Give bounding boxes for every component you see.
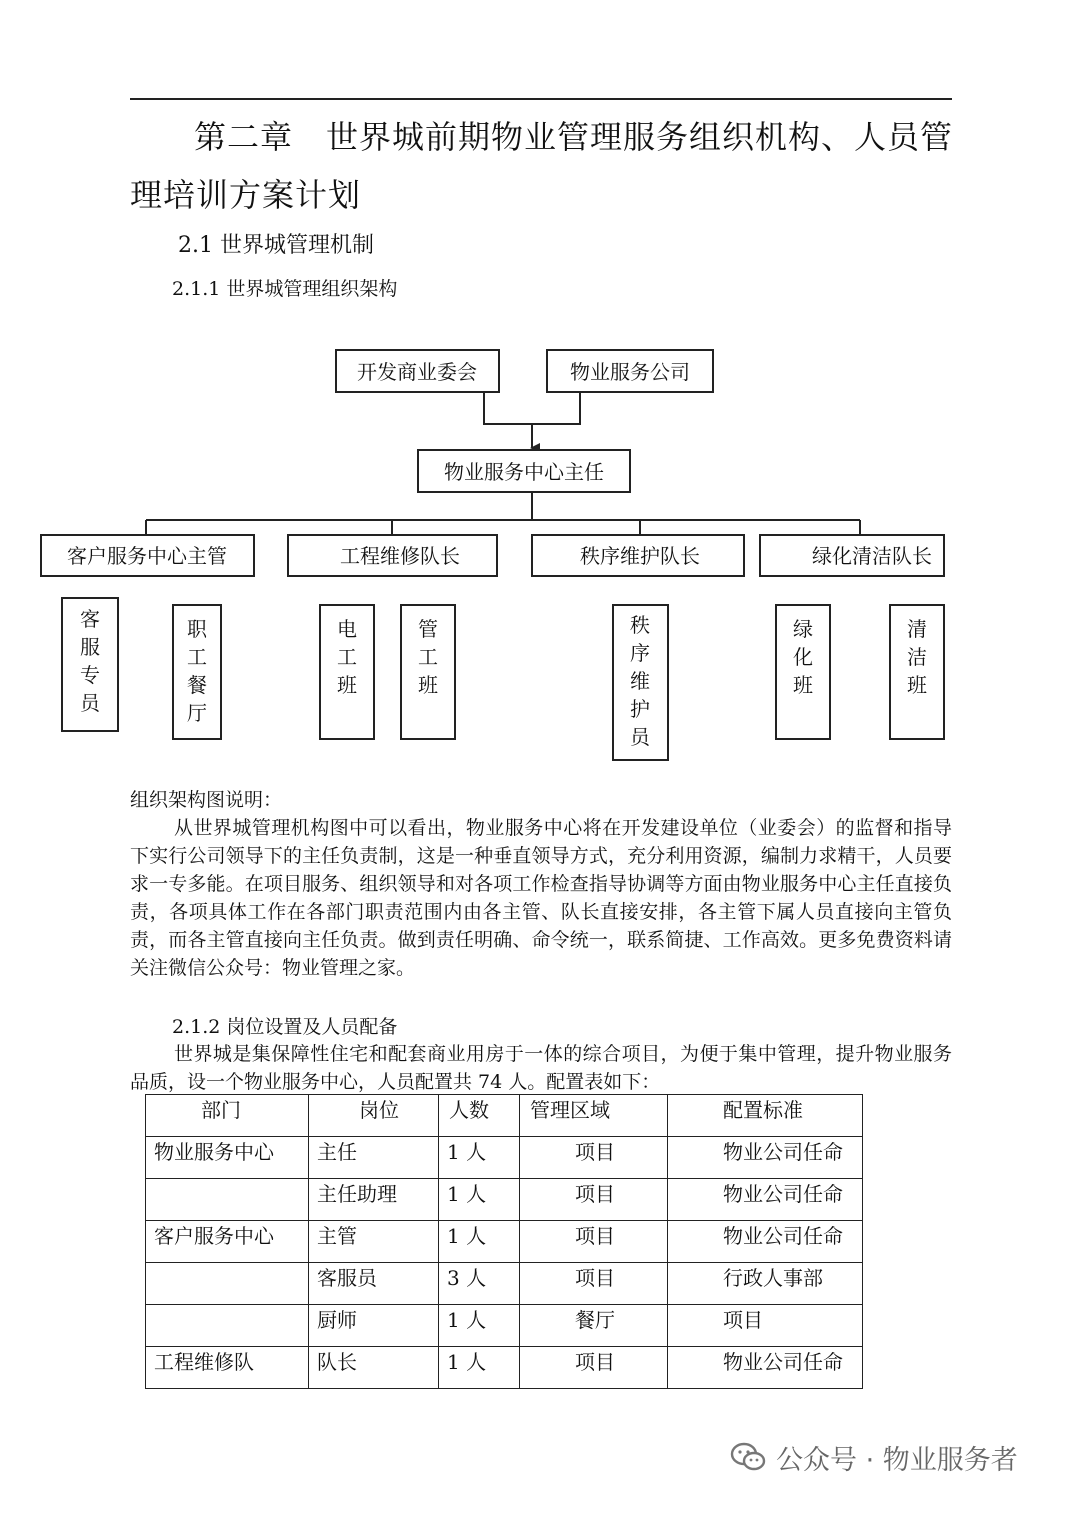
org-label-team: 绿化班 [793, 617, 813, 697]
org-label-manager-1: 客户服务中心主管 [67, 544, 227, 568]
section-heading-2-1-2: 2.1.2 岗位设置及人员配备 [172, 1016, 398, 1038]
table-cell: 项目 [668, 1305, 863, 1347]
org-label-developer-committee: 开发商业委会 [357, 360, 477, 384]
org-label-property-company: 物业服务公司 [570, 360, 690, 384]
org-label-team: 职工餐厅 [187, 617, 207, 725]
org-chart [0, 330, 1080, 770]
section-heading-2-1-1: 2.1.1 世界城管理组织架构 [172, 278, 398, 300]
table-cell [146, 1179, 309, 1221]
table-cell: 项目 [520, 1263, 668, 1305]
table-header-cell: 部门 [146, 1095, 309, 1137]
table-cell: 项目 [520, 1221, 668, 1263]
table-header-row [146, 1095, 863, 1137]
org-label-team: 秩序维护员 [630, 613, 650, 749]
table-cell [146, 1263, 309, 1305]
staffing-intro: 世界城是集保障性住宅和配套商业用房于一体的综合项目，为便于集中管理，提升物业服务品质，设一个物业服务中心，人员配置共 74 人。配置表如下： [130, 1043, 952, 1093]
table-cell: 物业公司任命 [668, 1179, 863, 1221]
connector-top-left [484, 392, 580, 424]
table-header-cell: 配置标准 [668, 1095, 863, 1137]
table-cell: 队长 [309, 1347, 439, 1389]
table-cell: 项目 [520, 1179, 668, 1221]
table-header-cell: 岗位 [309, 1095, 439, 1137]
table-row [146, 1221, 863, 1263]
table-cell: 1 人 [439, 1347, 520, 1389]
table-cell: 1 人 [439, 1179, 520, 1221]
org-label-manager-3: 秩序维护队长 [580, 544, 700, 568]
chapter-title: 第二章 世界城前期物业管理服务组织机构、人员管理培训方案计划 [130, 118, 954, 214]
table-cell: 项目 [520, 1347, 668, 1389]
table-cell: 客服员 [309, 1263, 439, 1305]
header-rule [130, 98, 952, 100]
table-row [146, 1305, 863, 1347]
section-heading-2-1: 2.1 世界城管理机制 [178, 233, 374, 258]
table-row [146, 1263, 863, 1305]
table-cell: 行政人事部 [668, 1263, 863, 1305]
watermark-text: 公众号 · 物业服务者 [776, 1444, 1018, 1476]
chart-caption: 组织架构图说明： [130, 789, 283, 811]
table-header-cell: 人数 [439, 1095, 520, 1137]
table-cell: 工程维修队 [146, 1347, 309, 1389]
table-cell: 1 人 [439, 1305, 520, 1347]
chart-description: 从世界城管理机构图中可以看出，物业服务中心将在开发建设单位（业委会）的监督和指导下实行公司领导下的主任负责制，这是一种垂直领导方式，充分利用资源，编制力求精干，人员要求一专多能。在项目服务、组织领导和对各项工作检查指导协调等方面由物业服务中心主任直接负责，各项具体工作在各部门职责范围内由各主管、队长直接安排，各主管下属人员直接向主管负责，而各主管直接向主任负责。做到责任明确、命令统一，联系简捷、工作高效。更多免费资料请关注微信公众号：物业管理之家。 [130, 817, 952, 979]
staffing-table [145, 1094, 863, 1389]
org-label-team: 客服专员 [80, 607, 100, 715]
org-label-manager-4: 绿化清洁队长 [812, 544, 932, 568]
table-cell: 餐厅 [520, 1305, 668, 1347]
org-label-manager-2: 工程维修队长 [340, 544, 460, 568]
org-label-center-director: 物业服务中心主任 [444, 460, 604, 484]
table-cell: 主任 [309, 1137, 439, 1179]
table-cell: 厨师 [309, 1305, 439, 1347]
table-cell: 1 人 [439, 1137, 520, 1179]
table-cell: 主任助理 [309, 1179, 439, 1221]
table-cell: 项目 [520, 1137, 668, 1179]
table-header-cell: 管理区域 [520, 1095, 668, 1137]
table-cell: 主管 [309, 1221, 439, 1263]
table-row [146, 1137, 863, 1179]
table-cell: 物业公司任命 [668, 1221, 863, 1263]
table-row [146, 1179, 863, 1221]
table-cell: 1 人 [439, 1221, 520, 1263]
table-row [146, 1347, 863, 1389]
table-cell: 物业公司任命 [668, 1347, 863, 1389]
table-cell: 客户服务中心 [146, 1221, 309, 1263]
table-cell: 物业服务中心 [146, 1137, 309, 1179]
table-cell [146, 1305, 309, 1347]
wechat-icon [730, 1442, 766, 1472]
org-label-team: 清洁班 [907, 617, 927, 697]
org-label-team: 管工班 [418, 617, 438, 697]
org-label-team: 电工班 [337, 617, 357, 697]
table-cell: 3 人 [439, 1263, 520, 1305]
table-cell: 物业公司任命 [668, 1137, 863, 1179]
watermark [730, 1432, 1018, 1482]
